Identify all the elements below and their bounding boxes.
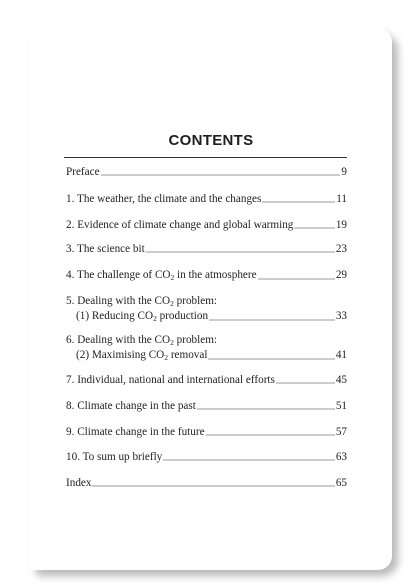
toc-entry-1: [66, 192, 347, 206]
toc-title: 10. To sum up briefly: [66, 451, 163, 463]
subscript: 2: [170, 273, 175, 282]
toc-page: 29: [335, 269, 347, 281]
dot-leader: [163, 459, 335, 461]
toc-entry-10: [66, 450, 347, 464]
toc-page: 19: [335, 219, 347, 231]
dot-leader: [197, 408, 335, 410]
toc-entry-4: [66, 268, 347, 283]
title-part: removal: [168, 349, 208, 361]
dot-leader: [262, 201, 335, 203]
title-part: 5. Dealing with the CO: [66, 295, 171, 307]
title-part: 4. The challenge of CO: [66, 269, 171, 281]
toc-page: 45: [335, 374, 347, 386]
toc-title-line1: [66, 294, 217, 309]
dot-leader: [294, 227, 334, 229]
toc-title: 9. Climate change in the future: [66, 426, 205, 438]
dot-leader: [208, 358, 334, 360]
toc-entry-9: [66, 425, 347, 439]
toc-page: 57: [335, 426, 347, 438]
toc-entry-index: [66, 476, 347, 490]
toc-page: 11: [336, 193, 347, 205]
title-part: (1) Reducing CO: [76, 310, 154, 322]
dot-leader: [101, 174, 341, 176]
dot-leader: [209, 319, 335, 321]
toc-title: 1. The weather, the climate and the changes: [66, 193, 262, 205]
toc-title: 8. Climate change in the past: [66, 400, 196, 412]
dot-leader: [276, 382, 335, 384]
title-part: (2) Maximising CO: [76, 349, 165, 361]
title-part: production: [156, 310, 209, 322]
toc-page: 33: [335, 310, 347, 322]
toc-title: [66, 268, 257, 283]
book-page: [30, 28, 392, 570]
toc-page: 9: [341, 166, 347, 178]
toc-entry-8: [66, 399, 347, 413]
title-part: 6. Dealing with the CO: [66, 334, 171, 346]
toc-entry-preface: [66, 165, 347, 179]
toc-title: Index: [66, 477, 92, 489]
toc-entry-6: [66, 333, 347, 363]
dot-leader: [92, 485, 334, 487]
title-part: problem:: [173, 295, 218, 307]
toc-page: 23: [335, 243, 347, 255]
subscript: 2: [153, 314, 157, 323]
top-rule: [64, 157, 347, 158]
toc-entry-2: [66, 218, 347, 232]
subscript: 2: [170, 299, 174, 308]
toc-title: 2. Evidence of climate change and global warming: [66, 219, 294, 231]
toc-title: 7. Individual, national and international efforts: [66, 374, 275, 386]
dot-leader: [258, 278, 335, 280]
toc-title-line1: [66, 333, 217, 348]
toc-title: Preface: [66, 166, 100, 178]
subscript: 2: [170, 338, 174, 347]
title-part: in the atmosphere: [174, 269, 257, 281]
toc-page: 65: [335, 477, 347, 489]
toc-entry-7: [66, 373, 347, 387]
contents-heading: CONTENTS: [168, 132, 254, 149]
toc-page: 41: [335, 349, 347, 361]
toc-page: 63: [335, 451, 347, 463]
toc-title-line2: [76, 348, 207, 363]
toc-title: 3. The science bit: [66, 243, 145, 255]
toc-entry-5: [66, 294, 347, 324]
subscript: 2: [164, 353, 169, 362]
dot-leader: [206, 434, 335, 436]
toc-page: 51: [335, 400, 347, 412]
toc-entry-3: [66, 242, 347, 256]
toc-title-line2: [76, 309, 208, 324]
dot-leader: [146, 251, 335, 253]
title-part: problem:: [173, 334, 218, 346]
